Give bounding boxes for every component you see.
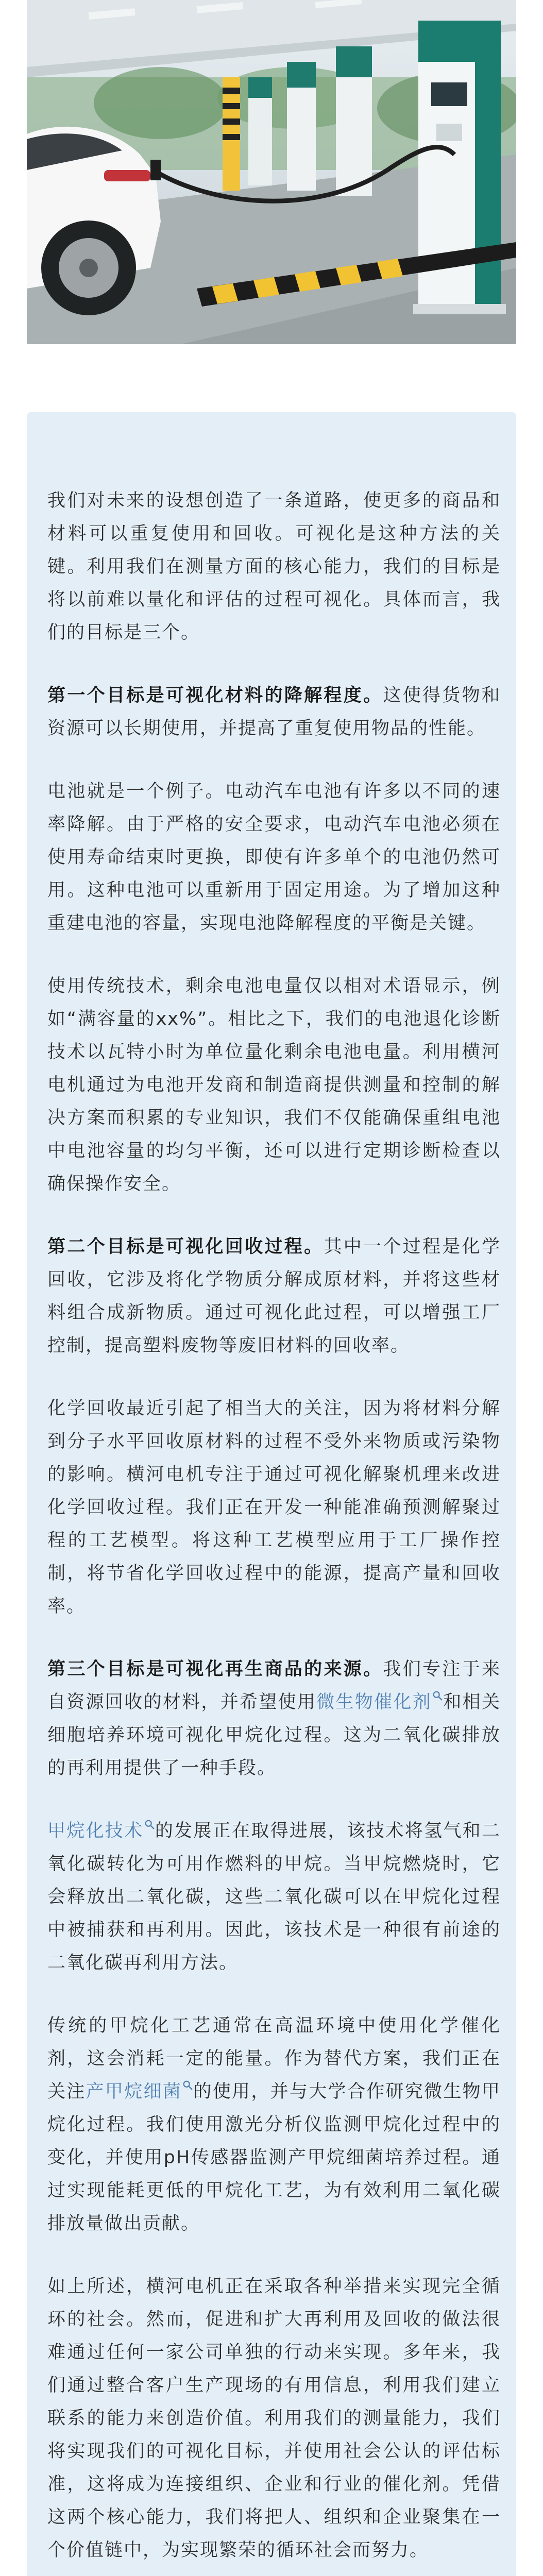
paragraph-goal2 (47, 1230, 501, 1362)
goal-heading: 第二个目标是可视化回收过程。 (47, 1236, 324, 1257)
paragraph-conclusion (47, 2270, 501, 2567)
paragraph-methanation (47, 1815, 501, 1979)
paragraph-text: 我们专注于来自资源回收的材料，并希望使用 (47, 1659, 501, 1713)
goal-heading: 第三个目标是可视化再生商品的来源。 (47, 1659, 383, 1680)
paragraph-text: 其中一个过程是化学回收，它涉及将化学物质分解成原材料，并将这些材料组合成新物质。通过可视化此过程，可以增强工厂控制，提高塑料废物等废旧材料的回收率。 (47, 1236, 501, 1356)
charging-station-illustration (27, 0, 516, 344)
paragraph-microbe (47, 2009, 501, 2240)
hero-image (27, 0, 516, 344)
keyword-link[interactable]: 产甲烷细菌 (86, 2081, 182, 2102)
search-icon[interactable] (144, 1819, 155, 1830)
paragraph-chemical (47, 1392, 501, 1623)
paragraph-goal1 (47, 679, 501, 745)
paragraph-text: 传统的甲烷化工艺通常在高温环境中使用化学催化剂，这会消耗一定的能量。作为替代方案，我们正在关注 (47, 2015, 501, 2102)
paragraph-text: 使用传统技术，剩余电池电量仅以相对术语显示，例如“满容量的xx%”。相比之下，我们的电池退化诊断技术以瓦特小时为单位量化剩余电池电量。利用横河电机通过为电池开发商和制造商提供测量和控制的解决方案而积累的专业知识，我们不仅能确保重组电池中电池容量的均匀平衡，还可以进行定期诊断检查以确保操作安全。 (47, 976, 501, 1194)
paragraph-text: 这使得货物和资源可以长期使用，并提高了重复使用物品的性能。 (47, 685, 501, 739)
paragraph-intro (47, 484, 501, 649)
paragraph-text: 我们对未来的设想创造了一条道路，使更多的商品和材料可以重复使用和回收。可视化是这种方法的关键。利用我们在测量方面的核心能力，我们的目标是将以前难以量化和评估的过程可视化。具体而言，我们的目标是三个。 (47, 490, 501, 643)
search-icon[interactable] (432, 1690, 443, 1701)
keyword-link[interactable]: 微生物催化剂 (316, 1692, 432, 1713)
paragraph-text: 的发展正在取得进展，该技术将氢气和二氧化碳转化为可用作燃料的甲烷。当甲烷燃烧时，它会释放出二氧化碳，这些二氧化碳可以在甲烷化过程中被捕获和再利用。因此，该技术是一种很有前途的二氧化碳再利用方法。 (47, 1821, 501, 1973)
paragraph-text: 电池就是一个例子。电动汽车电池有许多以不同的速率降解。由于严格的安全要求，电动汽车电池必须在使用寿命结束时更换，即使有许多单个的电池仍然可用。这种电池可以重新用于固定用途。为了增加这种重建电池的容量，实现电池降解程度的平衡是关键。 (47, 781, 501, 934)
paragraph-goal3 (47, 1653, 501, 1785)
paragraph-text: 和相关细胞培养环境可视化甲烷化过程。这为二氧化碳排放的再利用提供了一种手段。 (47, 1692, 501, 1778)
article-body (47, 484, 501, 2576)
paragraph-tech (47, 970, 501, 1200)
paragraph-text: 的使用，并与大学合作研究微生物甲烷化过程。我们使用激光分析仪监测甲烷化过程中的变化，并使用pH传感器监测产甲烷细菌培养过程。通过实现能耗更低的甲烷化工艺，为有效利用二氧化碳排放量做出贡献。 (47, 2081, 501, 2234)
goal-heading: 第一个目标是可视化材料的降解程度。 (47, 685, 383, 706)
paragraph-battery (47, 775, 501, 940)
paragraph-text: 如上所述，横河电机正在采取各种举措来实现完全循环的社会。然而，促进和扩大再利用及回收的做法很难通过任何一家公司单独的行动来实现。多年来，我们通过整合客户生产现场的有用信息，利用我们建立联系的能力来创造价值。利用我们的测量能力，我们将实现我们的可视化目标，并使用社会公认的评估标准，这将成为连接组织、企业和行业的催化剂。凭借这两个核心能力，我们将把人、组织和企业聚集在一个价值链中，为实现繁荣的循环社会而努力。 (47, 2276, 501, 2561)
paragraph-text: 化学回收最近引起了相当大的关注，因为将材料分解到分子水平回收原材料的过程不受外来物质或污染物的影响。横河电机专注于通过可视化解聚机理来改进化学回收过程。我们正在开发一种能准确预测解聚过程的工艺模型。将这种工艺模型应用于工厂操作控制，将节省化学回收过程中的能源，提高产量和回收率。 (47, 1398, 501, 1617)
keyword-link[interactable]: 甲烷化技术 (47, 1821, 144, 1841)
search-icon[interactable] (182, 2079, 193, 2091)
